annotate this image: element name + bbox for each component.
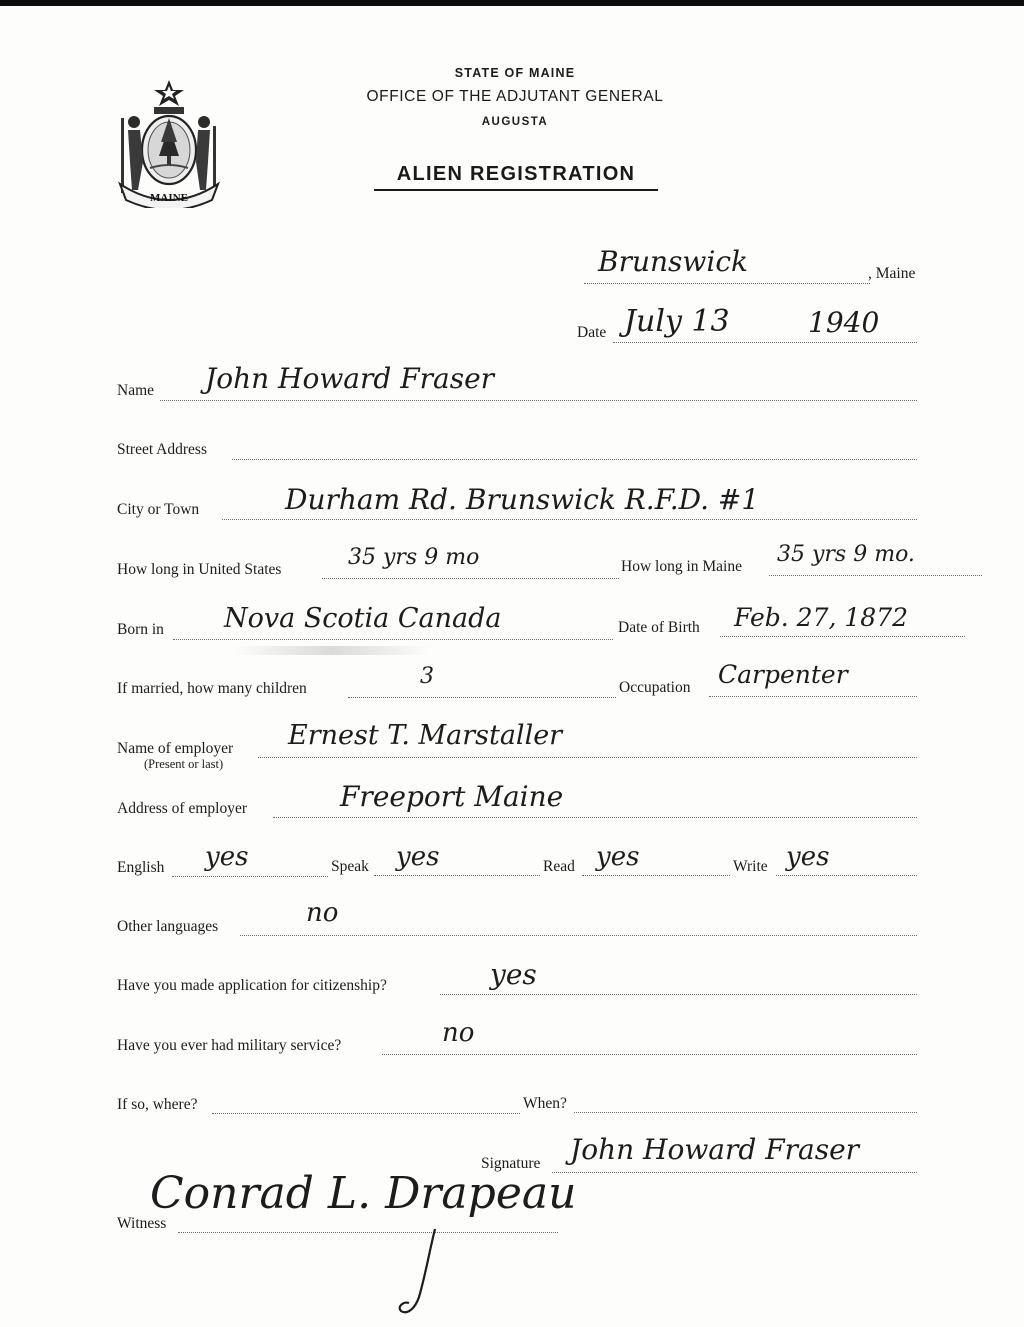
street-line xyxy=(232,459,917,460)
seal-motto: MAINE xyxy=(150,192,188,204)
occupation-line xyxy=(709,696,917,697)
date-month-day-entry: July 13 xyxy=(624,304,730,339)
date-label: Date xyxy=(577,324,607,341)
how-long-maine-line xyxy=(769,575,982,576)
citizenship-entry: yes xyxy=(490,958,537,991)
town-line xyxy=(584,283,870,284)
write-entry: yes xyxy=(786,842,830,872)
signature-label: Signature xyxy=(481,1155,541,1172)
ink-smudge xyxy=(232,646,432,655)
header-city: AUGUSTA xyxy=(481,116,549,128)
born-in-entry: Nova Scotia Canada xyxy=(224,603,502,634)
citizenship-line xyxy=(440,994,917,995)
read-line xyxy=(582,875,730,876)
employer-address-entry: Freeport Maine xyxy=(340,780,564,813)
english-entry: yes xyxy=(205,842,249,872)
dob-label: Date of Birth xyxy=(618,619,700,636)
born-in-label: Born in xyxy=(117,621,164,638)
english-line xyxy=(172,876,328,877)
state-of-maine-seal-icon xyxy=(112,78,226,208)
town-entry: Brunswick xyxy=(598,245,748,278)
write-label: Write xyxy=(733,858,768,875)
employer-entry: Ernest T. Marstaller xyxy=(288,720,563,751)
other-languages-label: Other languages xyxy=(117,918,219,935)
employer-address-line xyxy=(273,817,917,818)
dob-line xyxy=(720,636,965,637)
city-entry: Durham Rd. Brunswick R.F.D. #1 xyxy=(285,483,760,516)
name-entry: John Howard Fraser xyxy=(205,362,495,395)
witness-line xyxy=(178,1232,558,1233)
name-line xyxy=(160,400,917,401)
occupation-entry: Carpenter xyxy=(718,660,848,689)
children-label: If married, how many children xyxy=(117,680,307,697)
how-long-maine-entry: 35 yrs 9 mo. xyxy=(777,542,915,567)
born-in-line xyxy=(173,639,613,640)
street-label: Street Address xyxy=(117,441,207,458)
occupation-label: Occupation xyxy=(619,679,691,696)
when-label: When? xyxy=(523,1095,567,1112)
employer-sublabel: (Present or last) xyxy=(144,757,224,771)
speak-line xyxy=(374,875,540,876)
name-label: Name xyxy=(117,382,155,399)
witness-signature-flourish xyxy=(395,1225,455,1320)
where-line xyxy=(212,1113,520,1114)
how-long-maine-label: How long in Maine xyxy=(621,558,742,575)
date-year-entry: 1940 xyxy=(808,306,880,339)
children-line xyxy=(348,697,616,698)
where-label: If so, where? xyxy=(117,1096,198,1113)
english-label: English xyxy=(117,859,165,876)
citizenship-label: Have you made application for citizenship? xyxy=(117,977,387,994)
military-entry: no xyxy=(442,1018,475,1048)
city-line xyxy=(222,519,917,520)
other-languages-line xyxy=(240,935,917,936)
employer-address-label: Address of employer xyxy=(117,800,247,817)
employer-label: Name of employer xyxy=(117,740,234,757)
date-line xyxy=(613,342,917,343)
dob-entry: Feb. 27, 1872 xyxy=(734,603,908,632)
form-title: ALIEN REGISTRATION xyxy=(374,163,658,191)
military-line xyxy=(382,1054,917,1055)
employer-line xyxy=(258,757,917,758)
header-state: STATE OF MAINE xyxy=(454,66,576,80)
read-label: Read xyxy=(543,858,575,875)
witness-label: Witness xyxy=(117,1215,167,1232)
other-languages-entry: no xyxy=(306,898,339,928)
read-entry: yes xyxy=(596,842,640,872)
city-label: City or Town xyxy=(117,501,200,518)
write-line xyxy=(776,875,917,876)
how-long-us-label: How long in United States xyxy=(117,561,282,578)
speak-label: Speak xyxy=(331,858,369,875)
header-office: OFFICE OF THE ADJUTANT GENERAL xyxy=(366,88,664,105)
how-long-us-line xyxy=(322,578,619,579)
how-long-us-entry: 35 yrs 9 mo xyxy=(348,545,480,570)
military-label: Have you ever had military service? xyxy=(117,1037,342,1054)
speak-entry: yes xyxy=(396,842,440,872)
signature-entry: John Howard Fraser xyxy=(570,1133,860,1166)
signature-line xyxy=(552,1172,917,1173)
when-line xyxy=(574,1112,917,1113)
children-entry: 3 xyxy=(420,664,434,689)
maine-suffix-label: , Maine xyxy=(868,265,916,282)
witness-entry: Conrad L. Drapeau xyxy=(150,1168,577,1219)
